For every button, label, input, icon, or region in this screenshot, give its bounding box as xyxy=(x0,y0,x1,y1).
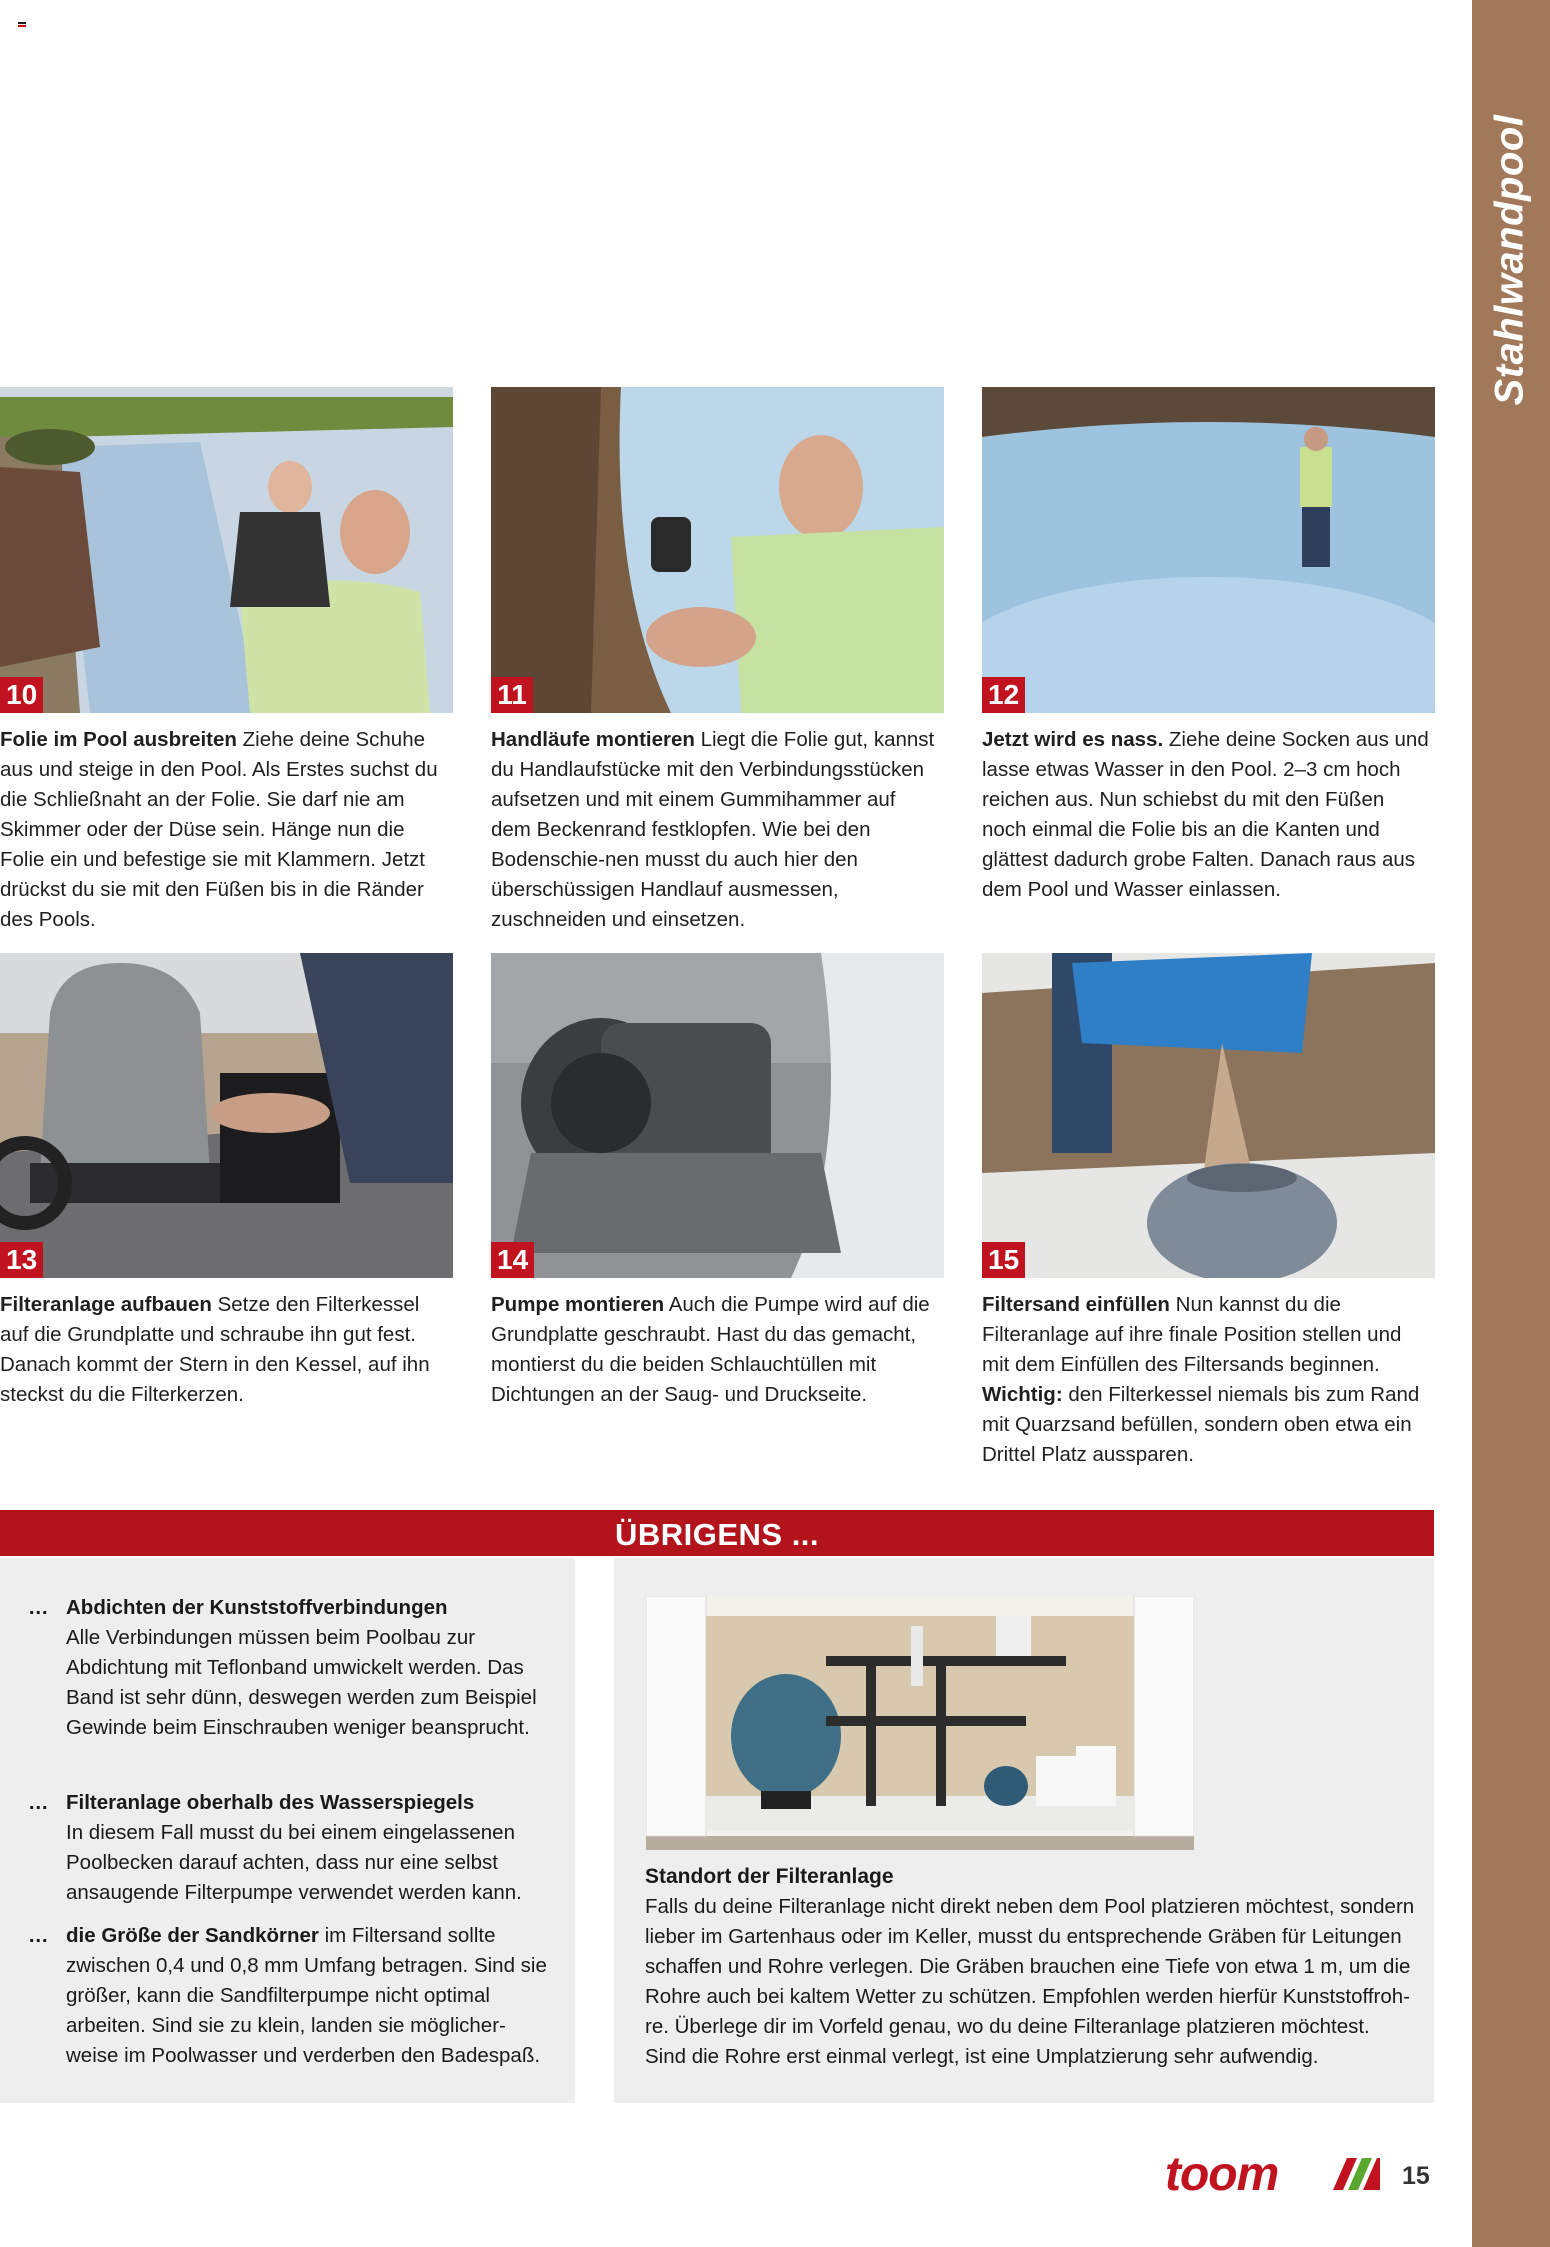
step-body: Ziehe deine Socken aus und lasse etwas Wasser in den Pool. 2–3 cm hoch reichen aus. Nun schiebst du mit den Füßen noch einmal die Folie bis an die Kanten und glättest dadurch grobe Falten. Danach raus aus dem Pool und Wasser einlassen. xyxy=(982,728,1429,901)
step-title: Pumpe montieren xyxy=(491,1293,665,1316)
tips-panel xyxy=(0,1558,575,2103)
step-body: Nun kannst du die Filteranlage auf ihre finale Position stellen und mit dem Einfüllen des Filtersands beginnen. xyxy=(982,1293,1402,1376)
flag-icon xyxy=(18,22,26,29)
step-body: Ziehe deine Schuhe aus und steige in den Pool. Als Erstes suchst du die Schließnaht an der Folie. Sie darf nie am Skimmer oder der Düse sein. Hänge nun die Folie ein und befestige sie mit Klammern. Jetzt drückst du sie mit den Füßen bis in die Ränder des Pools. xyxy=(0,728,438,931)
tip-item xyxy=(28,1593,558,1743)
tip-heading: die Größe der Sandkörner xyxy=(66,1924,319,1947)
standort-heading: Standort der Filteranlage xyxy=(645,1865,894,1888)
step-number-badge: 10 xyxy=(0,677,43,713)
step-number-badge: 11 xyxy=(491,677,533,713)
step-10-text xyxy=(0,725,450,935)
step-title: Handläufe montieren xyxy=(491,728,695,751)
step-body: Auch die Pumpe wird auf die Grundplatte geschraubt. Hast du das gemacht, montierst du die beiden Schlauchtüllen mit Dichtungen an der Saug- und Druckseite. xyxy=(491,1293,930,1406)
step-number-badge: 15 xyxy=(982,1242,1025,1278)
step-11-text xyxy=(491,725,941,935)
step-number-badge: 14 xyxy=(491,1242,534,1278)
step-title: Jetzt wird es nass. xyxy=(982,728,1164,751)
step-number-badge: 12 xyxy=(982,677,1025,713)
tip-item xyxy=(28,1921,558,2071)
ellipsis-bullet: … xyxy=(28,1924,49,1947)
ellipsis-bullet: … xyxy=(28,1791,49,1814)
step-10-photo xyxy=(0,387,453,713)
svg-text:toom: toom xyxy=(1165,2150,1279,2200)
tip-text: Alle Verbindungen müssen beim Poolbau zur Abdichtung mit Teflonband umwickelt werden. Das Band ist sehr dünn, deswegen werden zum Beispiel Gewinde beim Einschrauben weniger beansprucht. xyxy=(66,1626,537,1739)
step-13-photo xyxy=(0,953,453,1278)
step-12-text xyxy=(982,725,1432,905)
page-number: 15 xyxy=(1402,2162,1430,2190)
tip-heading: Abdichten der Kunststoffverbindungen xyxy=(66,1596,448,1619)
step-number-badge: 13 xyxy=(0,1242,43,1278)
step-title: Filteranlage aufbauen xyxy=(0,1293,212,1316)
note-text: den Filterkessel niemals bis zum Rand mit Quarzsand befüllen, sondern oben etwa ein Drittel Platz aussparen. xyxy=(982,1383,1420,1466)
tip-item xyxy=(28,1788,558,1908)
uebrigens-banner: ÜBRIGENS ... xyxy=(0,1510,1434,1556)
section-title-vertical: Stahlwandpool xyxy=(1487,114,1532,406)
step-14-photo xyxy=(491,953,944,1278)
tip-text: In diesem Fall musst du bei einem eingelassenen Poolbecken darauf achten, dass nur eine selbst ansaugende Filterpumpe verwendet werden kann. xyxy=(66,1821,522,1904)
tip-text: im Filtersand sollte zwischen 0,4 und 0,8 mm Umfang betragen. Sind sie größer, kann die Sandfilterpumpe nicht optimal arbeiten. Sind sie zu klein, landen sie möglicher-weise im Poolwasser und verderben den Badespaß. xyxy=(66,1924,547,2067)
step-14-text xyxy=(491,1290,941,1410)
filter-cabinet-photo xyxy=(646,1596,1194,1850)
step-11-photo xyxy=(491,387,944,713)
toom-logo xyxy=(1165,2150,1380,2200)
ellipsis-bullet: … xyxy=(28,1596,49,1619)
step-12-photo xyxy=(982,387,1435,713)
step-title: Filtersand einfüllen xyxy=(982,1293,1170,1316)
step-15-text xyxy=(982,1290,1432,1470)
step-15-photo xyxy=(982,953,1435,1278)
step-body: Liegt die Folie gut, kannst du Handlaufstücke mit den Verbindungsstücken aufsetzen und mit einem Gummihammer auf dem Beckenrand festklopfen. Wie bei den Bodenschie-nen musst du auch hier den überschüssigen Handlauf ausmessen, zuschneiden und einsetzen. xyxy=(491,728,935,931)
standort-text: Falls du deine Filteranlage nicht direkt neben dem Pool platzieren möchtest, sondern lieber im Gartenhaus oder im Keller, musst du entsprechende Gräben für Leitungen schaffen und Rohre verlegen. Die Gräben brauchen eine Tiefe von etwa 1 m, um die Rohre auch bei kaltem Wetter zu schützen. Empfohlen werden hierfür Kunststoffroh-re. Überlege dir im Vorfeld genau, wo du deine Filteranlage platzieren möchtest. Sind die Rohre erst einmal verlegt, ist eine Umplatzierung sehr aufwendig. xyxy=(645,1895,1415,2068)
step-body: Setze den Filterkessel auf die Grundplatte und schraube ihn gut fest. Danach kommt der Stern in den Kessel, auf ihn steckst du die Filterkerzen. xyxy=(0,1293,430,1406)
note-label: Wichtig: xyxy=(982,1383,1063,1406)
step-title: Folie im Pool ausbreiten xyxy=(0,728,237,751)
tip-heading: Filteranlage oberhalb des Wasserspiegels xyxy=(66,1791,475,1814)
step-13-text xyxy=(0,1290,450,1410)
